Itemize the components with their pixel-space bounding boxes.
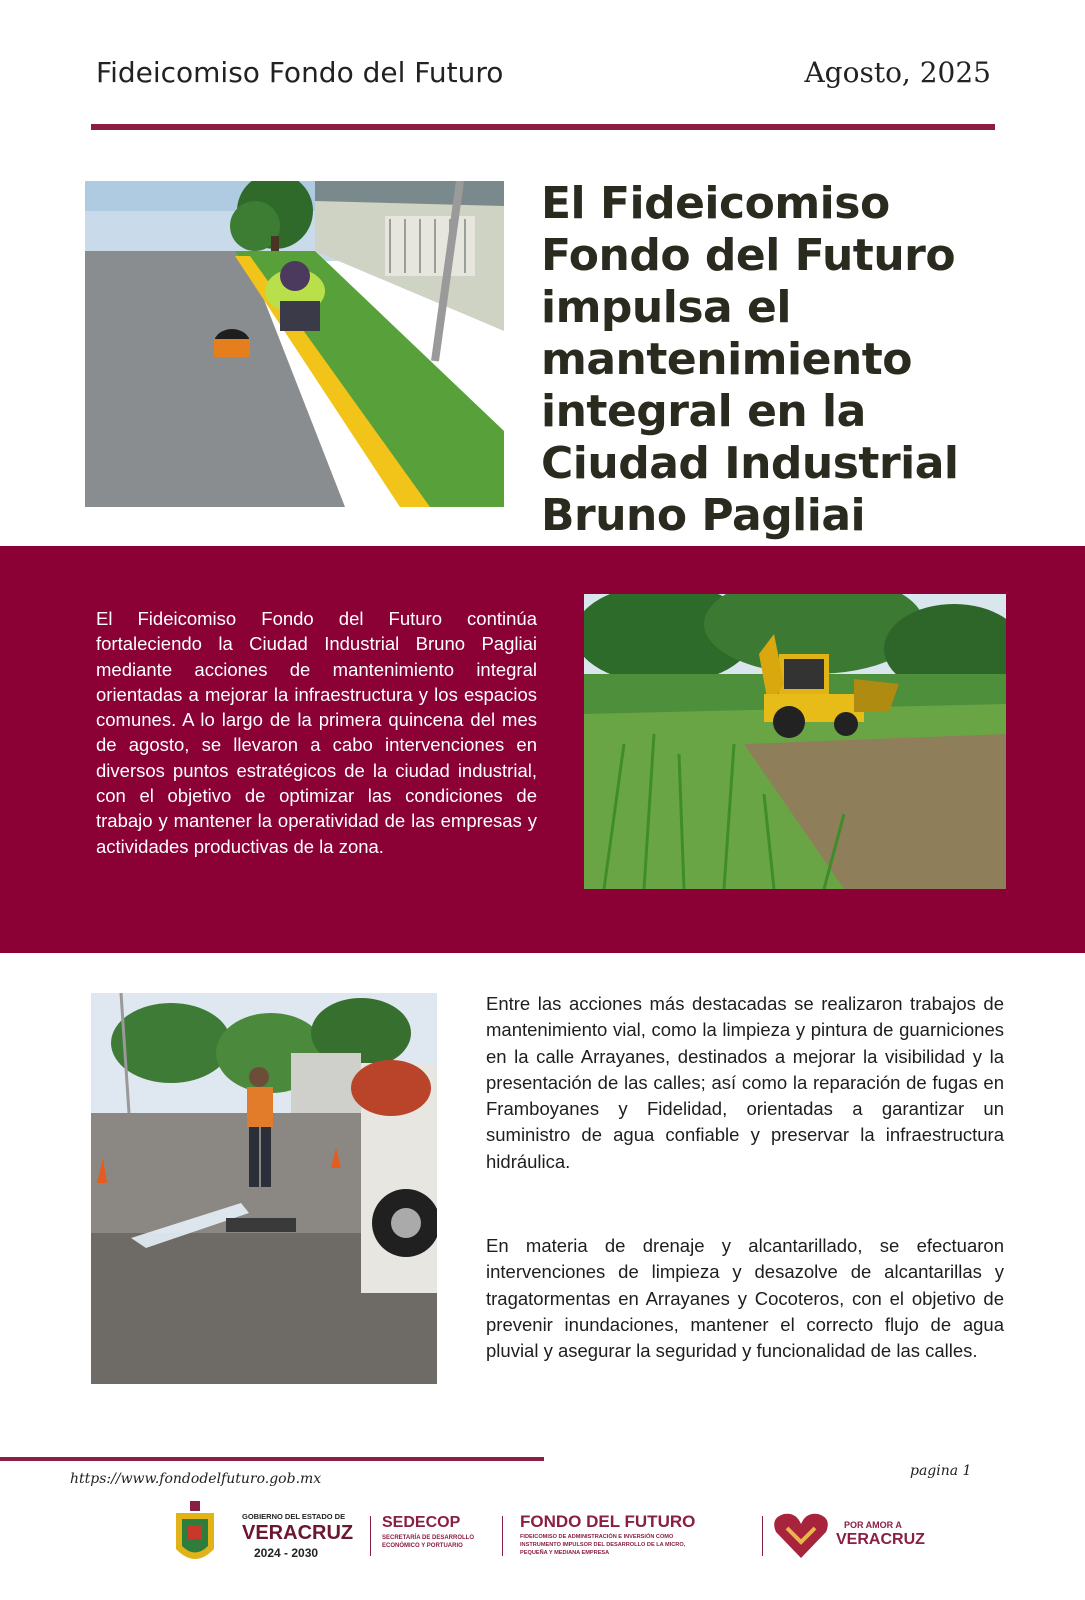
veracruz-gov-name: VERACRUZ (242, 1522, 354, 1544)
veracruz-coat-of-arms-icon (172, 1501, 218, 1569)
sedecop-line2: ECONÓMICO Y PORTUARIO (382, 1543, 463, 1549)
sedecop-name: SEDECOP (382, 1514, 461, 1531)
logo-fondo-del-futuro (520, 1498, 760, 1572)
logo-separator (762, 1516, 763, 1556)
footer-logos (170, 1498, 960, 1572)
fondo-line1: FIDEICOMISO DE ADMINISTRACIÓN E INVERSIÓN COMO (520, 1534, 674, 1540)
photo-curb-painting (85, 181, 504, 507)
body-paragraph-2: En materia de drenaje y alcantarillado, se efectuaron intervenciones de limpieza y desazolve de alcantarillas y tragatormentas en Arrayanes y Cocoteros, con el objetivo de prevenir inundaciones, mantener el correcto flujo de agua pluvial y asegurar la seguridad y funcionalidad de las calles. (486, 1235, 1004, 1362)
heart-emblem-icon (772, 1510, 830, 1560)
intro-paragraph: El Fideicomiso Fondo del Futuro continúa fortaleciendo la Ciudad Industrial Bruno Pagliai mediante acciones de mantenimiento integral orientadas a mejorar la infraestructura y los espacios comunes. A lo largo de la primera quincena del mes de agosto, se llevaron a cabo intervenciones en diversos puntos estratégicos de la ciudad industrial, con el objetivo de optimizar las condiciones de trabajo y mantener la operatividad de las empresas y actividades productivas de la zona. (96, 608, 537, 857)
fondo-line3: PEQUEÑA Y MEDIANA EMPRESA (520, 1550, 610, 1556)
logo-separator (370, 1516, 371, 1556)
poramor-line1: POR AMOR A (844, 1520, 902, 1530)
poramor-line2: VERACRUZ (836, 1531, 925, 1548)
page-number: pagina 1 (910, 1463, 972, 1479)
fondo-line2: INSTRUMENTO IMPULSOR DEL DESARROLLO DE LA MICRO, (520, 1542, 686, 1548)
photo-pressure-washing (91, 993, 437, 1384)
sedecop-line1: SECRETARÍA DE DESARROLLO (382, 1535, 475, 1541)
photo-backhoe (584, 594, 1006, 889)
veracruz-gov-line1: GOBIERNO DEL ESTADO DE (242, 1512, 346, 1521)
veracruz-gov-years: 2024 - 2030 (254, 1546, 319, 1560)
header-divider (91, 124, 995, 130)
body-paragraph-1: Entre las acciones más destacadas se realizaron trabajos de mantenimiento vial, como la limpieza y pintura de guarniciones en la calle Arrayanes, destinados a mejorar la visibilidad y la presentación de las calles; así como la reparación de fugas en Framboyanes y Fidelidad, orientadas a garantizar un suministro de agua confiable y preservar la infraestructura hidráulica. (486, 993, 1004, 1172)
logo-sedecop (382, 1498, 492, 1572)
logo-gobierno-veracruz (170, 1498, 360, 1572)
footer-url-link[interactable]: https://www.fondodelfuturo.gob.mx (70, 1471, 322, 1487)
logo-por-amor-a-veracruz (772, 1498, 952, 1572)
article-title: El Fideicomiso Fondo del Futuro impulsa el mantenimiento integral en la Ciudad Industrial Bruno Pagliai (541, 178, 959, 541)
logo-separator (502, 1516, 503, 1556)
footer-divider (0, 1457, 544, 1461)
header-organization: Fideicomiso Fondo del Futuro (96, 56, 504, 89)
header-date: Agosto, 2025 (804, 56, 991, 89)
fondo-name: FONDO DEL FUTURO (520, 1512, 696, 1531)
